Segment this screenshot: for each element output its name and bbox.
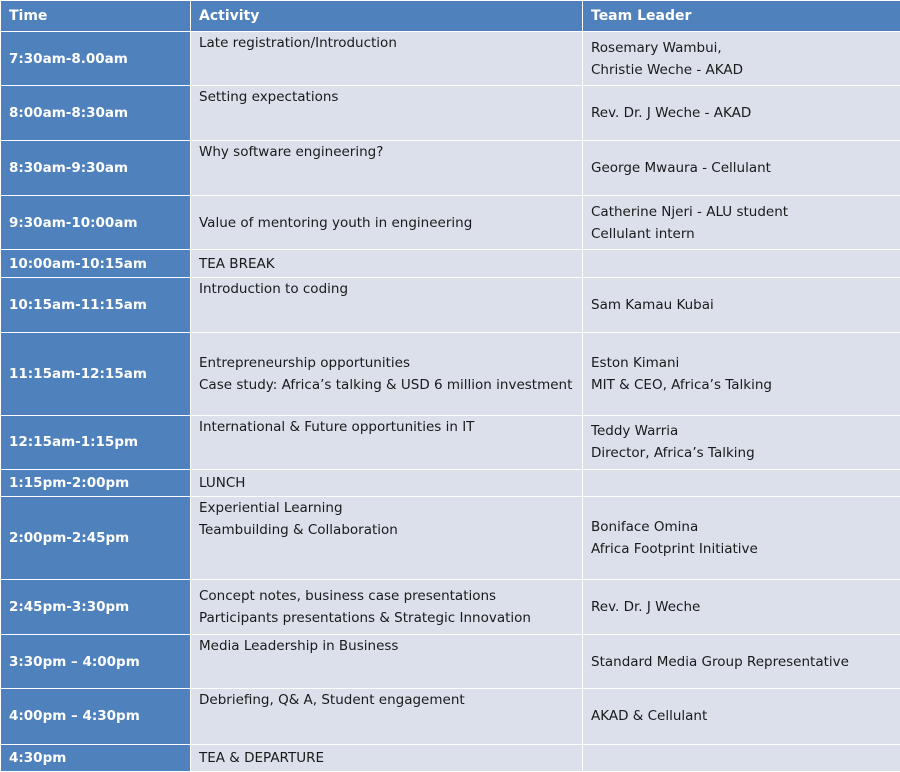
team-leader-cell <box>583 415 900 469</box>
team-leader-cell-line: Christie Weche - AKAD <box>591 61 744 78</box>
header-activity: Activity <box>191 1 583 32</box>
time-cell: 7:30am-8.00am <box>1 32 191 86</box>
activity-cell-line: Media Leadership in Business <box>199 637 399 654</box>
table-row <box>1 250 900 277</box>
table-row <box>1 332 900 415</box>
table-row <box>1 32 900 86</box>
team-leader-cell <box>583 32 900 86</box>
table-row <box>1 689 900 744</box>
team-leader-cell <box>583 277 900 332</box>
table-row <box>1 86 900 140</box>
team-leader-cell <box>583 86 900 140</box>
team-leader-cell <box>583 332 900 415</box>
team-leader-cell-line: Boniface Omina <box>591 518 699 535</box>
team-leader-cell <box>583 579 900 634</box>
activity-cell-line: Debriefing, Q& A, Student engagement <box>199 692 465 709</box>
activity-cell <box>191 497 583 580</box>
team-leader-cell <box>583 497 900 580</box>
activity-cell-line: LUNCH <box>199 474 246 491</box>
time-cell: 3:30pm – 4:00pm <box>1 634 191 688</box>
table-row <box>1 196 900 250</box>
team-leader-cell-line: Teddy Warria <box>591 423 679 440</box>
activity-cell <box>191 86 583 140</box>
team-leader-cell-line: Standard Media Group Representative <box>591 653 849 670</box>
activity-cell-line: Experiential Learning <box>199 500 343 517</box>
activity-cell-line: Teambuilding & Collaboration <box>199 522 398 539</box>
activity-cell-line: TEA & DEPARTURE <box>199 749 324 766</box>
time-cell: 10:15am-11:15am <box>1 277 191 332</box>
table-row <box>1 744 900 771</box>
team-leader-cell-line: George Mwaura - Cellulant <box>591 159 771 176</box>
header-team-leader: Team Leader <box>583 1 900 32</box>
activity-cell-line: Introduction to coding <box>199 280 349 297</box>
time-cell: 9:30am-10:00am <box>1 196 191 250</box>
time-cell: 8:30am-9:30am <box>1 140 191 195</box>
table-row <box>1 634 900 688</box>
table-row <box>1 415 900 469</box>
table-row <box>1 277 900 332</box>
time-cell: 11:15am-12:15am <box>1 332 191 415</box>
team-leader-cell-line: Eston Kimani <box>591 354 680 371</box>
team-leader-cell <box>583 689 900 744</box>
team-leader-cell-line: MIT & CEO, Africa’s Talking <box>591 376 772 393</box>
activity-cell-line: Case study: Africa’s talking & USD 6 million investment <box>199 376 573 393</box>
header-row <box>1 1 900 32</box>
team-leader-cell-line: Director, Africa’s Talking <box>591 445 755 462</box>
activity-cell <box>191 689 583 744</box>
activity-cell <box>191 140 583 195</box>
time-cell: 12:15am-1:15pm <box>1 415 191 469</box>
activity-cell <box>191 634 583 688</box>
activity-cell <box>191 32 583 86</box>
activity-cell-line: Late registration/Introduction <box>199 35 397 51</box>
team-leader-cell <box>583 140 900 195</box>
team-leader-cell-line: Rev. Dr. J Weche - AKAD <box>591 105 752 122</box>
team-leader-cell <box>583 196 900 250</box>
activity-cell-line: Value of mentoring youth in engineering <box>199 214 473 231</box>
activity-cell <box>191 332 583 415</box>
header-time: Time <box>1 1 191 32</box>
activity-cell <box>191 196 583 250</box>
activity-cell-line: TEA BREAK <box>199 255 275 272</box>
team-leader-cell <box>583 744 900 771</box>
activity-cell-line: Concept notes, business case presentations <box>199 587 497 604</box>
team-leader-cell-line: Africa Footprint Initiative <box>591 540 758 557</box>
activity-cell-line: Why software engineering? <box>199 143 384 160</box>
time-cell: 4:00pm – 4:30pm <box>1 689 191 744</box>
activity-cell-line: International & Future opportunities in IT <box>199 418 475 435</box>
time-cell: 4:30pm <box>1 744 191 771</box>
activity-cell <box>191 744 583 771</box>
activity-cell-line: Setting expectations <box>199 89 339 106</box>
activity-cell-line: Entrepreneurship opportunities <box>199 354 410 371</box>
team-leader-cell-line: Catherine Njeri - ALU student <box>591 203 789 220</box>
team-leader-cell-line: Rev. Dr. J Weche <box>591 598 701 615</box>
table-row <box>1 579 900 634</box>
activity-cell <box>191 250 583 277</box>
team-leader-cell-line: AKAD & Cellulant <box>591 708 708 725</box>
team-leader-cell <box>583 634 900 688</box>
team-leader-cell-line: Sam Kamau Kubai <box>591 296 714 313</box>
activity-cell <box>191 469 583 496</box>
team-leader-cell <box>583 250 900 277</box>
time-cell: 2:45pm-3:30pm <box>1 579 191 634</box>
activity-cell <box>191 277 583 332</box>
team-leader-cell-line: Rosemary Wambui, <box>591 39 722 56</box>
table-row <box>1 469 900 496</box>
activity-cell <box>191 415 583 469</box>
time-cell: 2:00pm-2:45pm <box>1 497 191 580</box>
table-row <box>1 497 900 580</box>
team-leader-cell <box>583 469 900 496</box>
time-cell: 10:00am-10:15am <box>1 250 191 277</box>
activity-cell <box>191 579 583 634</box>
table-row <box>1 140 900 195</box>
team-leader-cell-line: Cellulant intern <box>591 225 695 242</box>
time-cell: 1:15pm-2:00pm <box>1 469 191 496</box>
activity-cell-line: Participants presentations & Strategic Innovation <box>199 609 531 626</box>
time-cell: 8:00am-8:30am <box>1 86 191 140</box>
